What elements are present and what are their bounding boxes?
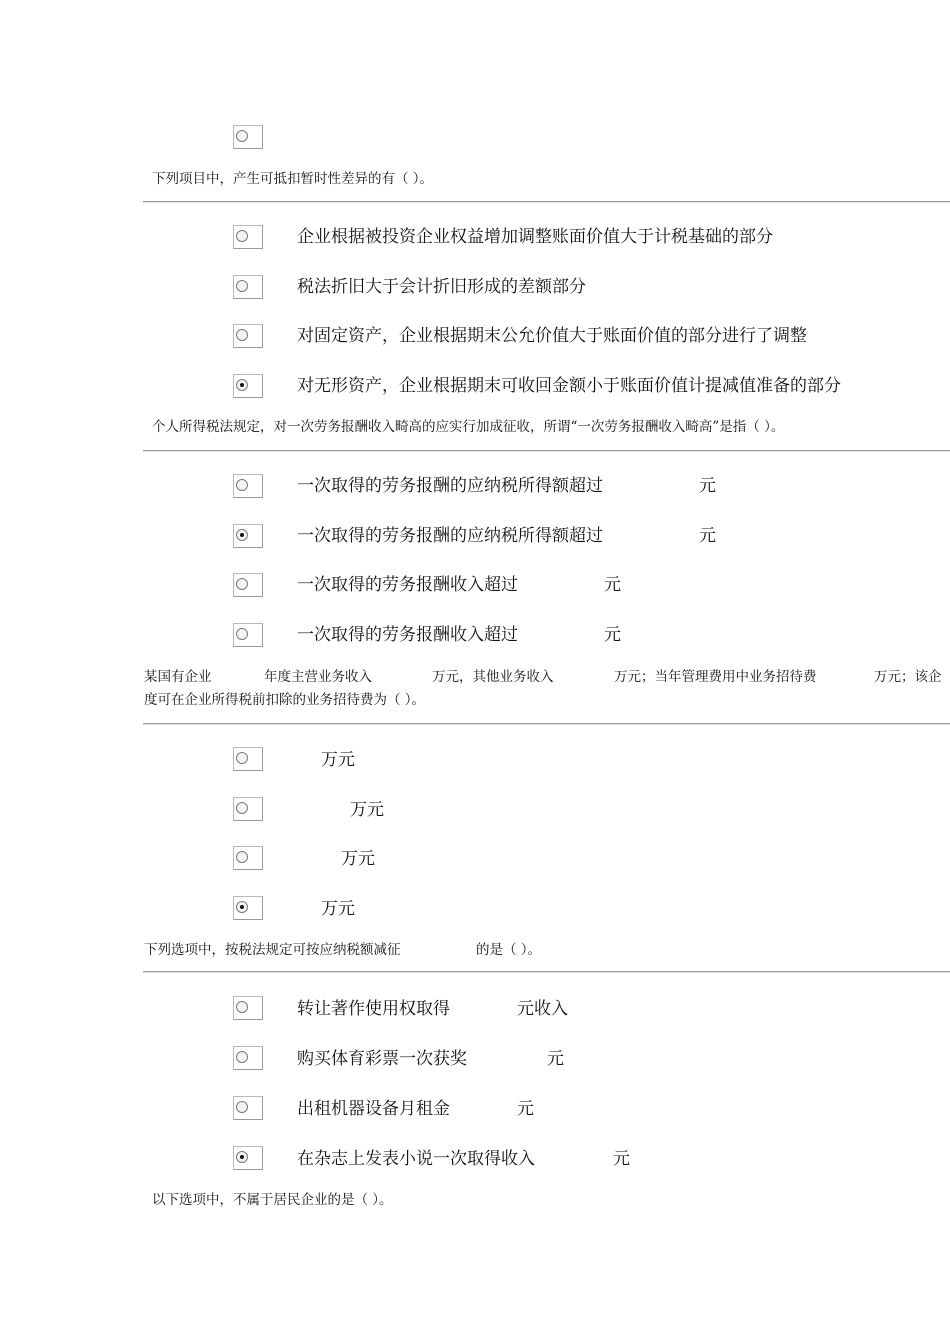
divider	[143, 201, 950, 203]
radio-selected-icon	[236, 379, 248, 391]
radio-circle-icon	[236, 329, 248, 341]
option-radio[interactable]	[233, 1046, 263, 1070]
option-label: 万元	[321, 899, 355, 919]
divider	[143, 971, 950, 973]
option-label: 转让著作使用权取得	[297, 999, 450, 1019]
radio-selected-icon	[236, 529, 248, 541]
question-fragment: 万元；当年管理费用中业务招待费	[614, 669, 817, 685]
question-fragment: 万元；该企	[874, 669, 942, 685]
option-label: 企业根据被投资企业权益增加调整账面价值大于计税基础的部分	[297, 227, 773, 247]
option-unit: 元	[699, 476, 716, 496]
option-unit: 元	[699, 526, 716, 546]
radio-selected-icon	[236, 901, 248, 913]
option-unit: 元收入	[517, 999, 568, 1019]
radio-circle-icon	[236, 479, 248, 491]
option-unit: 元	[604, 625, 621, 645]
option-label: 一次取得的劳务报酬的应纳税所得额超过	[297, 476, 603, 496]
option-unit: 元	[604, 575, 621, 595]
question-fragment: 万元，其他业务收入	[432, 669, 554, 685]
option-label: 出租机器设备月租金	[297, 1099, 450, 1119]
option-radio[interactable]	[233, 1096, 263, 1120]
radio-circle-icon	[236, 1001, 248, 1013]
radio-circle-icon	[236, 578, 248, 590]
option-label: 对固定资产，企业根据期末公允价值大于账面价值的部分进行了调整	[297, 326, 807, 346]
question-text: 以下选项中，不属于居民企业的是（ ）。	[152, 1192, 393, 1208]
question-fragment: 度可在企业所得税前扣除的业务招待费为（ ）。	[144, 692, 426, 708]
option-label: 一次取得的劳务报酬收入超过	[297, 625, 518, 645]
radio-circle-icon	[236, 230, 248, 242]
option-radio[interactable]	[233, 225, 263, 249]
option-radio[interactable]	[233, 797, 263, 821]
question-fragment: 的是（ ）。	[476, 942, 542, 958]
option-label: 万元	[341, 849, 375, 869]
option-label: 税法折旧大于会计折旧形成的差额部分	[297, 277, 586, 297]
option-radio[interactable]	[233, 474, 263, 498]
option-radio[interactable]	[233, 996, 263, 1020]
option-radio[interactable]	[233, 623, 263, 647]
option-radio[interactable]	[233, 846, 263, 870]
option-unit: 元	[547, 1049, 564, 1069]
question-text: 下列项目中，产生可抵扣暂时性差异的有（ ）。	[152, 171, 434, 187]
option-radio-selected[interactable]	[233, 524, 263, 548]
option-label: 万元	[350, 800, 384, 820]
option-radio[interactable]	[233, 747, 263, 771]
option-radio[interactable]	[233, 125, 263, 149]
radio-circle-icon	[236, 280, 248, 292]
radio-circle-icon	[236, 1051, 248, 1063]
radio-circle-icon	[236, 752, 248, 764]
option-unit: 元	[613, 1149, 630, 1169]
question-fragment: 年度主营业务收入	[264, 669, 372, 685]
option-radio-selected[interactable]	[233, 1146, 263, 1170]
option-radio-selected[interactable]	[233, 896, 263, 920]
option-unit: 元	[517, 1099, 534, 1119]
divider	[143, 723, 950, 725]
option-label: 一次取得的劳务报酬收入超过	[297, 575, 518, 595]
radio-circle-icon	[236, 802, 248, 814]
divider	[143, 450, 950, 452]
option-radio[interactable]	[233, 573, 263, 597]
question-fragment: 某国有企业	[144, 669, 212, 685]
option-label: 万元	[321, 750, 355, 770]
question-fragment: 下列选项中，按税法规定可按应纳税额减征	[144, 942, 401, 958]
option-radio-selected[interactable]	[233, 374, 263, 398]
question-text: 个人所得税法规定，对一次劳务报酬收入畸高的应实行加成征收，所谓“一次劳务报酬收入畸高”是指（ ）。	[152, 419, 785, 435]
radio-selected-icon	[236, 1151, 248, 1163]
option-radio[interactable]	[233, 275, 263, 299]
radio-circle-icon	[236, 1101, 248, 1113]
radio-circle-icon	[236, 628, 248, 640]
radio-circle-icon	[236, 130, 248, 142]
radio-circle-icon	[236, 851, 248, 863]
option-label: 在杂志上发表小说一次取得收入	[297, 1149, 535, 1169]
option-radio[interactable]	[233, 324, 263, 348]
option-label: 购买体育彩票一次获奖	[297, 1049, 467, 1069]
option-label: 一次取得的劳务报酬的应纳税所得额超过	[297, 526, 603, 546]
option-label: 对无形资产，企业根据期末可收回金额小于账面价值计提减值准备的部分	[297, 376, 841, 396]
